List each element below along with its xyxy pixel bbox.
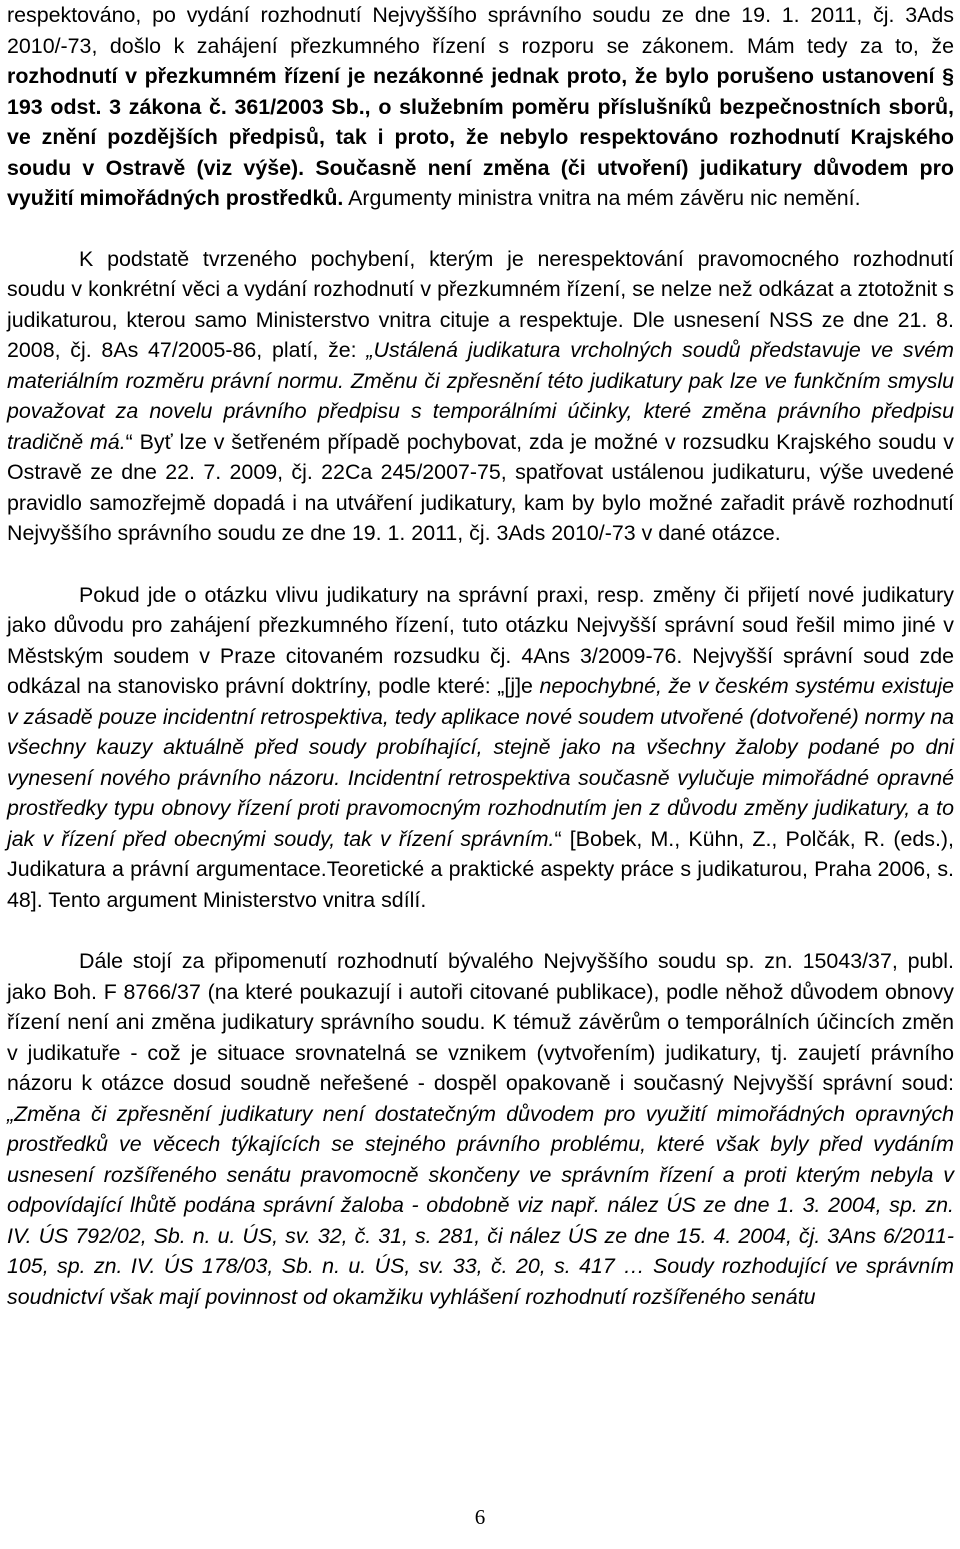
paragraph-3-text-start: Pokud jde o otázku vlivu judikatury na správní praxi, resp. změny či přijetí nové judikatury jako důvodu pro zahájení přezkumného řízení, tuto otázku Nejvyšší správní soud řešil mimo jiné v Městským soudem v Praze citovaném rozsudku čj. 4Ans 3/2009-76. Nejvyšší správní soud zde odkázal na stanovisko právní doktríny, podle které: „[j]e xyxy=(7,582,954,698)
paragraph-3-text-end: “ [Bobek, M., Kühn, Z., Polčák, R. (eds.), Judikatura a právní argumentace.Teoretické a praktické aspekty práce s judikaturou, Praha 2006, s. 48]. Tento argument Ministerstvo vnitra sdílí. xyxy=(7,826,954,912)
paragraph-3 xyxy=(7,580,954,916)
paragraph-4-text-start: Dále stojí za připomenutí rozhodnutí bývalého Nejvyššího soudu sp. zn. 15043/37, publ. jako Boh. F 8766/37 (na které poukazují i autoři citované publikace), podle něhož důvodem obnovy řízení není ani změna judikatury správního soudu. K témuž závěrům o temporálních účincích změn v judikatuře - což je situace srovnatelná se vznikem (vytvořením) judikatury, tj. zaujetí právního názoru k otázce dosud soudně neřešené - dospěl opakovaně i současný Nejvyšší správní soud: xyxy=(7,949,954,1095)
paragraph-3-quote: nepochybné, že v českém systému existuje v zásadě pouze incidentní retrospektiva, tedy aplikace nové soudem utvořené (dotvořené) normy na všechny kauzy aktuálně před soudy probíhající, stejně jako na všechny žaloby podané po dni vynesení nového právního názoru. Incidentní retrospektiva současně vylučuje mimořádné opravné prostředky typu obnovy řízení proti pravomocným rozhodnutím jen z důvodu změny judikatury, a to jak v řízení před obecnými soudy, tak v řízení správním. xyxy=(7,674,954,851)
paragraph-2 xyxy=(7,244,954,549)
paragraph-4-quote: „Změna či zpřesnění judikatury není dostatečným důvodem pro využití mimořádných opravných prostředků ve věcech týkajících se stejného právního problému, které však byly před vydáním usnesení rozšířeného senátu pravomocně skončeny ve správním řízení a proti kterým nebyla v odpovídající lhůtě podána správní žaloba - obdobně viz např. nález ÚS ze dne 1. 3. 2004, sp. zn. IV. ÚS 792/02, Sb. n. u. ÚS, sv. 32, č. 31, s. 281, či nález ÚS ze dne 15. 4. 2004, čj. 3Ans 6/2011-105, sp. zn. IV. ÚS 178/03, Sb. n. u. ÚS, sv. 33, č. 20, s. 417 … Soudy rozhodující ve správním soudnictví však mají povinnost od okamžiku vyhlášení rozhodnutí rozšířeného senátu xyxy=(7,1101,954,1309)
paragraph-1-bold-text: rozhodnutí v přezkumném řízení je nezákonné jednak proto, že bylo porušeno ustanovení § 193 odst. 3 zákona č. 361/2003 Sb., o služebním poměru příslušníků bezpečnostních sborů, ve znění pozdějších předpisů, tak i proto, že nebylo respektováno rozhodnutí Krajského soudu v Ostravě (viz výše). Současně není změna (či utvoření) judikatury důvodem pro využití mimořádných prostředků. xyxy=(7,64,954,210)
paragraph-2-text-end: “ Byť lze v šetřeném případě pochybovat, zda je možné v rozsudku Krajského soudu v Ostravě ze dne 22. 7. 2009, čj. 22Ca 245/2007-75, spatřovat ustálenou judikaturu, výše uvedené pravidlo samozřejmě dopadá i na utváření judikatury, kam by bylo možné zařadit právě rozhodnutí Nejvyššího správního soudu ze dne 19. 1. 2011, čj. 3Ads 2010/-73 v dané otázce. xyxy=(7,429,955,545)
document-page xyxy=(7,0,954,1312)
paragraph-1-text-start: respektováno, po vydání rozhodnutí Nejvyššího správního soudu ze dne 19. 1. 2011, čj. 3Ads 2010/-73, došlo k zahájení přezkumného řízení s rozporu se zákonem. Mám tedy za to, že xyxy=(7,3,954,58)
paragraph-2-text-start: K podstatě tvrzeného pochybení, kterým je nerespektování pravomocného rozhodnutí soudu v konkrétní věci a vydání rozhodnutí v přezkumném řízení, se nelze než odkázat a ztotožnit s judikaturou, kterou samo Ministerstvo vnitra cituje a respektuje. Dle usnesení NSS ze dne 21. 8. 2008, čj. 8As 47/2005-86, platí, že: xyxy=(7,246,954,362)
page-number: 6 xyxy=(474,1505,486,1529)
paragraph-4 xyxy=(7,946,954,1312)
paragraph-1-text-end: Argumenty ministra vnitra na mém závěru nic nemění. xyxy=(343,186,861,210)
paragraph-1 xyxy=(7,0,954,214)
paragraph-2-quote: „Ustálená judikatura vrcholných soudů představuje ve svém materiálním rozměru právní normu. Změnu či zpřesnění této judikatury pak lze ve funkčním smyslu považovat za novelu právního předpisu s temporálními účinky, které změna právního předpisu tradičně má. xyxy=(7,338,955,454)
